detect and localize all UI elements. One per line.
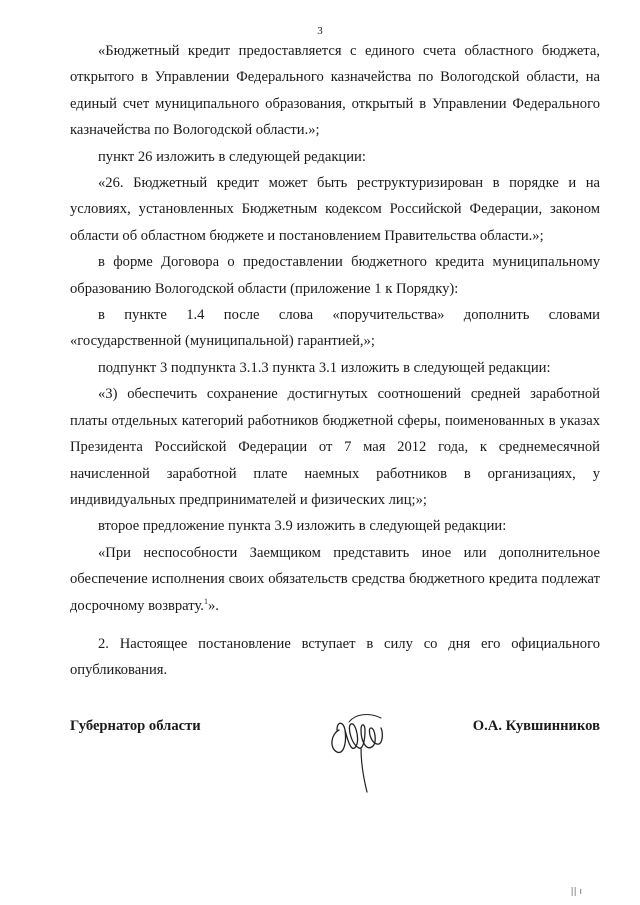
- paragraph-agreement-form: в форме Договора о предоставлении бюджетного кредита муниципальному образованию Вологодской области (приложение 1 к Порядку):: [70, 254, 600, 297]
- paragraph-subitem-3-intro: подпункт 3 подпункта 3.1.3 пункта 3.1 изложить в следующей редакции:: [98, 359, 551, 376]
- paragraph-budget-credit-account: «Бюджетный кредит предоставляется с единого счета областного бюджета, открытого в Управлении Федерального казначейства по Вологодской области, на единый счет муниципального образования, открытый в Управлении Федерального казначейства по Вологодской области.»;: [70, 43, 600, 139]
- signatory-position: Губернатор области: [70, 718, 201, 734]
- paragraph-clause-26-intro: пункт 26 изложить в следующей редакции:: [98, 148, 366, 165]
- quote-closing: ».: [207, 597, 219, 614]
- handwritten-signature: [325, 700, 395, 810]
- paragraph-entry-into-force: 2. Настоящее постановление вступает в силу со дня его официального опубликования.: [70, 635, 600, 679]
- signature-block: [70, 718, 600, 808]
- quote-text: «При неспособности Заемщиком представить иное или дополнительное обеспечение исполнения своих обязательств средства бюджетного кредита подлежат досрочному возврату.: [70, 544, 600, 614]
- corner-mark: || ı: [570, 887, 582, 897]
- paragraph-item-1-4: в пункте 1.4 после слова «поручительства» дополнить словами «государственной (муниципальной) гарантией,»;: [70, 307, 600, 350]
- signatory-name: О.А. Кувшинников: [472, 718, 600, 734]
- paragraph-item-3-9-text: [70, 540, 600, 619]
- page-number: 3: [317, 25, 323, 37]
- document-body: [70, 38, 600, 684]
- paragraph-subitem-3-text: «3) обеспечить сохранение достигнутых соотношений средней заработной платы отдельных категорий работников бюджетной сферы, поименованных в указах Президента Российской Федерации от 7 мая 2012 года, к среднемесячной начисленной заработной плате наемных работников в организациях, у индивидуальных предпринимателей и физических лиц;»;: [70, 386, 600, 508]
- footnote-mark: 1: [203, 596, 208, 606]
- paragraph-item-3-9-intro: второе предложение пункта 3.9 изложить в следующей редакции:: [98, 518, 507, 535]
- paragraph-clause-26-text: «26. Бюджетный кредит может быть реструктуризирован в порядке и на условиях, установленных Бюджетным кодексом Российской Федерации, законом области об областном бюджете и постановлением Правительства области.»;: [70, 175, 600, 244]
